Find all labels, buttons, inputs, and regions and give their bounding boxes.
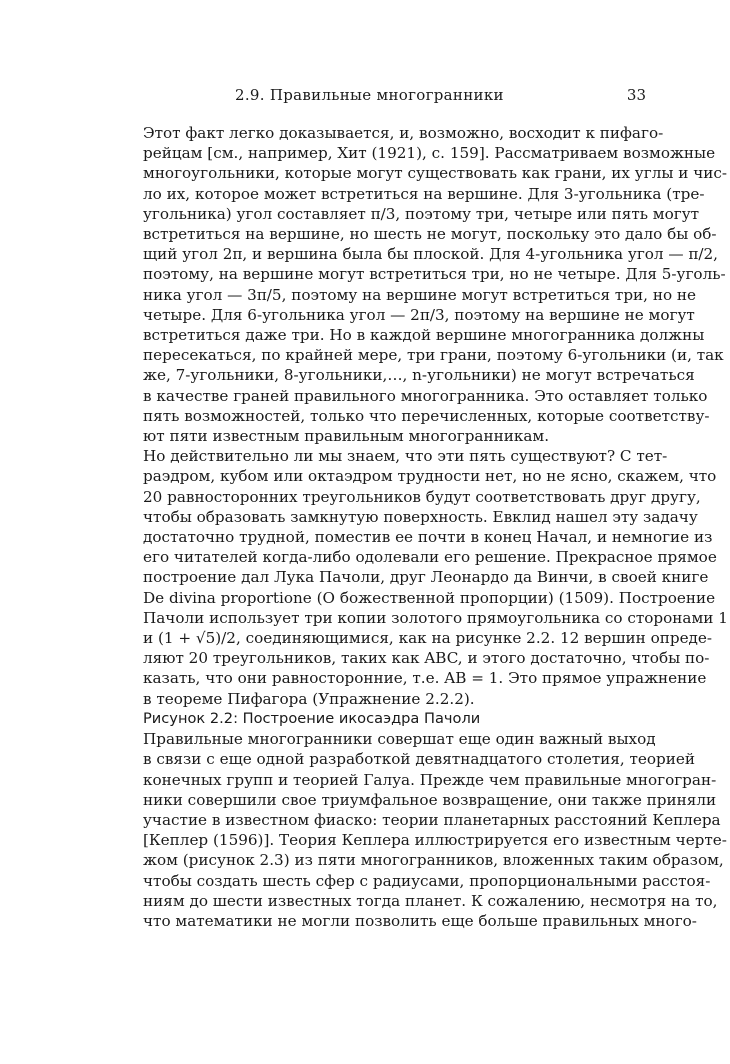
paragraph-kepler-theory bbox=[115, 729, 727, 931]
text-line: ло их, которое может встретиться на вершине. Для 3-угольника (тре- bbox=[143, 184, 705, 203]
text-line: что математики не могли позволить еще больше правильных много- bbox=[143, 911, 697, 930]
text-line: ют пяти известным правильным многогранникам. bbox=[143, 427, 550, 446]
text-line: конечных групп и теорией Галуа. Прежде чем правильные многогран- bbox=[143, 770, 717, 789]
text-line: Этот факт легко доказывается, и, возможно, восходит к пифаго- bbox=[143, 124, 664, 142]
text-line: Пачоли использует три копии золотого прямоугольника со сторонами 1 bbox=[143, 608, 728, 627]
text-line: поэтому, на вершине могут встретиться три, но не четыре. Для 5-уголь- bbox=[143, 265, 726, 284]
text-line: в качестве граней правильного многогранника. Это оставляет только bbox=[143, 386, 708, 405]
text-line: четыре. Для 6-угольника угол — 2π/3, поэтому на вершине не могут bbox=[143, 305, 695, 324]
text-line: De divina proportione (О божественной пропорции) (1509). Построение bbox=[143, 588, 716, 607]
page-body bbox=[115, 123, 728, 931]
paragraph-pacioli-construction bbox=[115, 446, 728, 709]
text-line: пять возможностей, только что перечисленных, которые соответству- bbox=[143, 406, 710, 425]
text-line: ника угол — 3π/5, поэтому на вершине могут встретиться три, но не bbox=[143, 285, 697, 304]
text-line: раэдром, кубом или октаэдром трудности нет, но не ясно, скажем, что bbox=[143, 467, 717, 486]
page-number: 33 bbox=[626, 86, 646, 104]
text-line: Правильные многогранники совершат еще один важный выход bbox=[143, 730, 656, 749]
text-line: участие в известном фиаско: теории планетарных расстояний Кеплера bbox=[143, 810, 721, 829]
text-line: Но действительно ли мы знаем, что эти пять существуют? С тет- bbox=[143, 447, 668, 466]
text-line: в связи с еще одной разработкой девятнадцатого столетия, теорией bbox=[143, 750, 695, 769]
text-line: ники совершили свое триумфальное возвращение, они также приняли bbox=[143, 790, 717, 809]
text-line: [Кеплер (1596)]. Теория Кеплера иллюстрируется его известным черте- bbox=[143, 831, 727, 850]
figure-caption: Рисунок 2.2: Построение икосаэдра Пачоли bbox=[143, 709, 481, 727]
text-line: щий угол 2π, и вершина была бы плоской. Для 4-угольника угол — π/2, bbox=[143, 245, 719, 264]
text-line: чтобы создать шесть сфер с радиусами, пропорциональными расстоя- bbox=[143, 871, 711, 890]
text-line: казать, что они равносторонние, т.е. AB = 1. Это прямое упражнение bbox=[143, 669, 707, 688]
text-line: встретиться на вершине, но шесть не могут, поскольку это дало бы об- bbox=[143, 225, 717, 244]
text-line: пересекаться, по крайней мере, три грани, поэтому 6-угольники (и, так bbox=[143, 346, 724, 365]
paragraph-regular-polyhedra-proof bbox=[115, 123, 728, 446]
text-line: построение дал Лука Пачоли, друг Леонардо да Винчи, в своей книге bbox=[143, 568, 709, 587]
text-line: рейцам [см., например, Хит (1921), с. 159]. Рассматриваем возможные bbox=[143, 144, 716, 163]
running-header bbox=[115, 84, 646, 106]
text-line: его читателей когда-либо одолевали его решение. Прекрасное прямое bbox=[143, 548, 717, 567]
text-line: ниям до шести известных тогда планет. К сожалению, несмотря на то, bbox=[143, 891, 718, 910]
text-line: жом (рисунок 2.3) из пяти многогранников, вложенных таким образом, bbox=[143, 851, 724, 870]
text-line: угольника) угол составляет π/3, поэтому три, четыре или пять могут bbox=[143, 204, 700, 223]
running-title: 2.9. Правильные многогранники bbox=[235, 86, 504, 104]
text-line: многоугольники, которые могут существовать как грани, их углы и чис- bbox=[143, 164, 728, 183]
text-line: ляют 20 треугольников, таких как ABC, и этого достаточно, чтобы по- bbox=[143, 649, 710, 668]
text-line: же, 7-угольники, 8-угольники,…, n-угольники) не могут встречаться bbox=[143, 366, 695, 385]
text-line: встретиться даже три. Но в каждой вершине многогранника должны bbox=[143, 326, 705, 345]
text-line: 20 равносторонних треугольников будут соответствовать друг другу, bbox=[143, 487, 701, 506]
text-line: чтобы образовать замкнутую поверхность. Евклид нашел эту задачу bbox=[143, 507, 698, 526]
text-line: и (1 + √5)/2, соединяющимися, как на рисунке 2.2. 12 вершин опреде- bbox=[143, 629, 713, 648]
text-line: достаточно трудной, поместив ее почти в конец Начал, и немногие из bbox=[143, 528, 713, 547]
text-line: в теореме Пифагора (Упражнение 2.2.2). bbox=[143, 689, 475, 708]
